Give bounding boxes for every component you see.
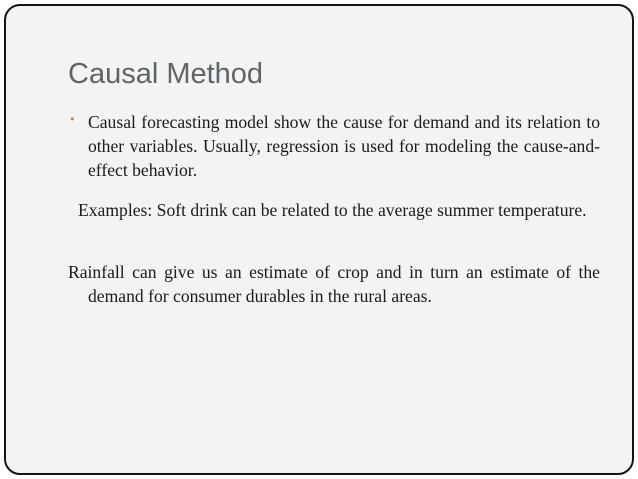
rainfall-paragraph: Rainfall can give us an estimate of crop and in turn an estimate of the demand for consumer durables in the rural areas. [68,262,600,306]
slide-title: Causal Method [68,58,264,90]
examples-paragraph: Examples: Soft drink can be related to the average summer temperature. [78,200,587,220]
bullet-item [68,110,600,182]
bullet-text: Causal forecasting model show the cause for demand and its relation to other variables. Usually, regression is used for modeling the cause-and-effect behavior. [88,112,600,180]
bullet-icon: • [69,113,76,126]
